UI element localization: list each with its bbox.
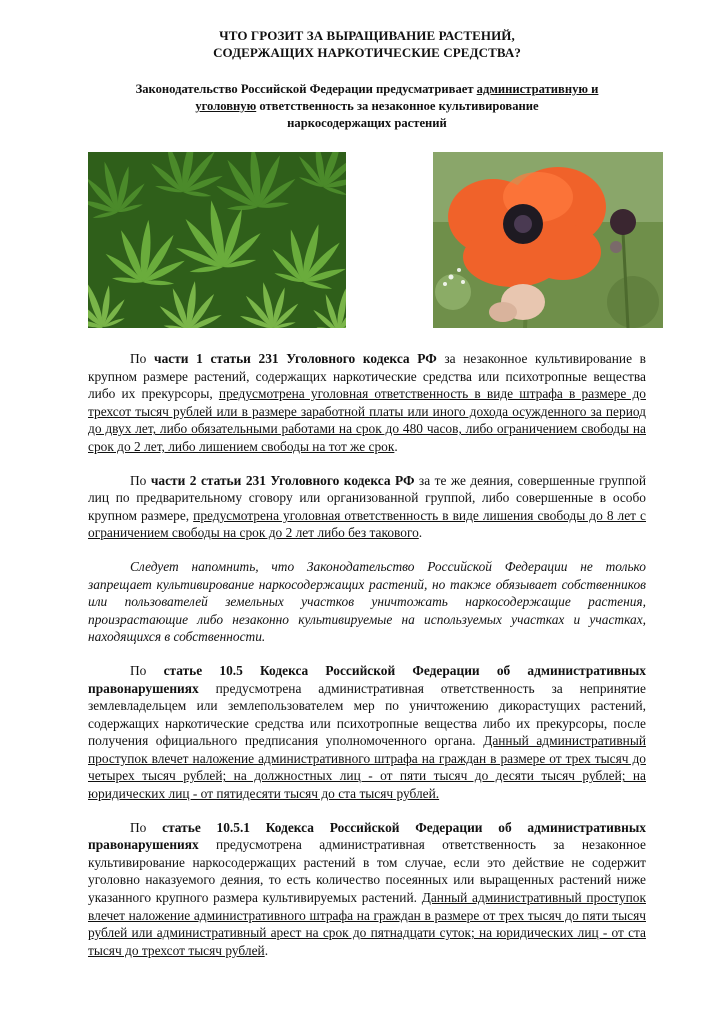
paragraph-2-underlined: предусмотрена уголовная ответственность в виде лишения свободы до 8 лет с ограничением свободы на срок до 2 лет либо без такового [88, 507, 647, 541]
paragraph-2-bold: части 2 статьи 231 Уголовного кодекса РФ [150, 472, 415, 488]
cannabis-leaves-image [88, 152, 346, 328]
subtitle-underlined-2: уголовную [195, 99, 257, 113]
paragraph-2-intro: По [130, 472, 151, 488]
paragraph-1-intro: По [130, 351, 155, 366]
paragraph-5-end: . [264, 942, 269, 958]
paragraph-2-text: за те же деяния, совершенные группой лиц по предварительному сговору или организованной группой, либо совершенные в особо крупном размере, [88, 472, 647, 523]
document-body [88, 350, 646, 959]
paragraph-4-text: предусмотрена административная ответственность за непринятие землевладельцем или землепользователем мер по уничтожению дикорастущих растений, содержащих наркотические средства или психотропные вещества либо их прекурсоры, после получения официального предписания уполномоченного органа. [88, 680, 646, 749]
page-title [88, 0, 646, 61]
paragraph-3-text: Следует напомнить, что Законодательство Российской Федерации не только запрещает культивирование наркосодержащих растений, но также обязывает собственников или пользователей земельных участков уничтожать наркосодержащие растения, произрастающие либо незаконно культивируемые на используемых участках и участках, находящихся в собственности. [88, 558, 646, 645]
subtitle-line-3: наркосодержащих растений [287, 116, 447, 130]
page-subtitle [88, 81, 646, 132]
paragraph-1-bold: части 1 статьи 231 Уголовного кодекса РФ [154, 351, 437, 366]
paragraph-5-text: предусмотрена административная ответственность за незаконное культивирование наркосодержащих растений в том случае, если это действие не содержит уголовно наказуемого деяния, то есть количество посеянных или выращенных растений ниже указанного крупного размера культивируемых растений. [88, 837, 646, 906]
photos-row [88, 152, 646, 328]
paragraph-2-end: . [418, 525, 423, 541]
paragraph-4 [88, 662, 646, 803]
subtitle-underlined-1: административную и [476, 82, 599, 96]
paragraph-1-end: . [394, 438, 398, 454]
paragraph-1 [88, 350, 646, 456]
paragraph-5-underlined: Данный административный проступок влечет наложение административного штрафа на граждан в размере от трех тысяч до пяти тысяч рублей или административный арест на срок до пятнадцати суток; на юридических лиц - от ста тысяч до трехсот тысяч рублей [88, 890, 646, 958]
paragraph-4-bold: статье 10.5 Кодекса Российской Федерации об административных правонарушениях [88, 662, 647, 696]
paragraph-5-intro: По [130, 819, 163, 835]
subtitle-part-1: Законодательство Российской Федерации предусматривает [135, 82, 477, 96]
paragraph-4-intro: По [130, 662, 164, 678]
paragraph-2 [88, 472, 646, 542]
title-line-1: ЧТО ГРОЗИТ ЗА ВЫРАЩИВАНИЕ РАСТЕНИЙ, [219, 28, 515, 43]
poppy-flower-image [433, 152, 663, 328]
paragraph-3 [88, 558, 646, 646]
subtitle-part-2: ответственность за незаконное культивирование [256, 99, 539, 113]
title-line-2: СОДЕРЖАЩИХ НАРКОТИЧЕСКИЕ СРЕДСТВА? [213, 45, 521, 60]
poppy-flower-photo [433, 152, 663, 328]
paragraph-1-text: за незаконное культивирование в крупном размере растений, содержащих наркотические средства или психотропные вещества либо их прекурсоры, [88, 351, 646, 402]
cannabis-leaves-photo [88, 152, 346, 328]
paragraph-5 [88, 819, 646, 960]
paragraph-1-underlined: предусмотрена уголовная ответственность в виде штрафа в размере до трехсот тысяч рублей или в размере заработной платы или иного дохода осужденного за период до двух лет, либо обязательными работами на срок до 480 часов, либо ограничением свободы на срок до 2 лет, либо лишением свободы на тот же срок [88, 386, 646, 454]
paragraph-4-underlined: Данный административный проступок влечет наложение административного штрафа на граждан в размере от трех тысяч до четырех тысяч рублей; на должностных лиц - от пяти тысяч до десяти тысяч рублей; на юридических лиц - от пятидесяти тысяч до ста тысяч рублей. [88, 733, 646, 802]
paragraph-5-bold: статье 10.5.1 Кодекса Российской Федерации об административных правонарушениях [88, 819, 646, 853]
